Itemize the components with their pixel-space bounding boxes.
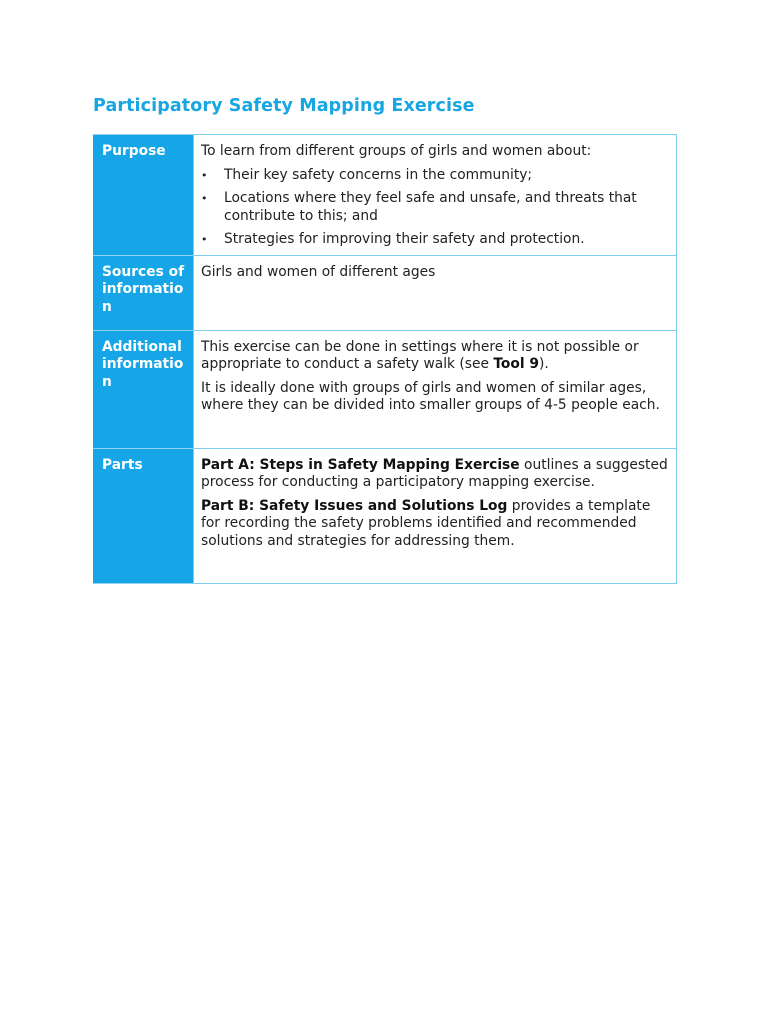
part-b-paragraph [201,498,668,551]
sources-text: Girls and women of different ages [201,263,436,280]
parts-label: Parts [94,448,194,583]
purpose-content [194,135,677,256]
purpose-bullet-text: Locations where they feel safe and unsafe, and threats that contribute to this; and [224,190,637,224]
purpose-bullet-item [201,190,668,225]
purpose-bullet-text: Their key safety concerns in the community; [224,166,533,183]
purpose-label: Purpose [94,135,194,256]
purpose-bullet-text: Strategies for improving their safety and protection. [224,231,585,247]
table-row-sources [94,255,677,330]
part-a-text: outlines a suggested process for conducting a participatory mapping exercise. [201,456,668,490]
parts-content [194,448,677,583]
bullet-icon: • [201,233,208,246]
tool-reference: Tool 9 [493,356,540,372]
additional-text-end: ). [539,356,549,372]
additional-paragraph-2: It is ideally done with groups of girls and women of similar ages, where they can be divided into smaller groups of 4-5 people each. [201,379,660,413]
additional-text: This exercise can be done in settings where it is not possible or appropriate to conduct a safety walk (see [201,338,639,372]
part-b-text: provides a template for recording the safety problems identified and recommended solutions and strategies for addressing them. [201,497,651,549]
additional-paragraph-1 [201,339,668,374]
sources-label: Sources of information [94,255,194,330]
part-a-title: Part A: Steps in Safety Mapping Exercise [201,456,520,473]
additional-content [194,330,677,448]
sources-content [194,255,677,330]
part-a-paragraph [201,457,668,492]
bullet-icon: • [201,168,208,182]
additional-label: Additional information [94,330,194,448]
part-b-title: Part B: Safety Issues and Solutions Log [201,497,508,514]
page-title: Participatory Safety Mapping Exercise [93,96,475,116]
purpose-bullet-list [201,167,668,249]
table-row-purpose [94,135,677,256]
purpose-bullet-item [201,231,668,249]
bullet-icon: • [201,192,208,205]
exercise-info-table [93,134,677,584]
table-row-additional [94,330,677,448]
purpose-bullet-item [201,167,668,185]
table-row-parts [94,448,677,583]
purpose-intro: To learn from different groups of girls and women about: [201,143,592,159]
